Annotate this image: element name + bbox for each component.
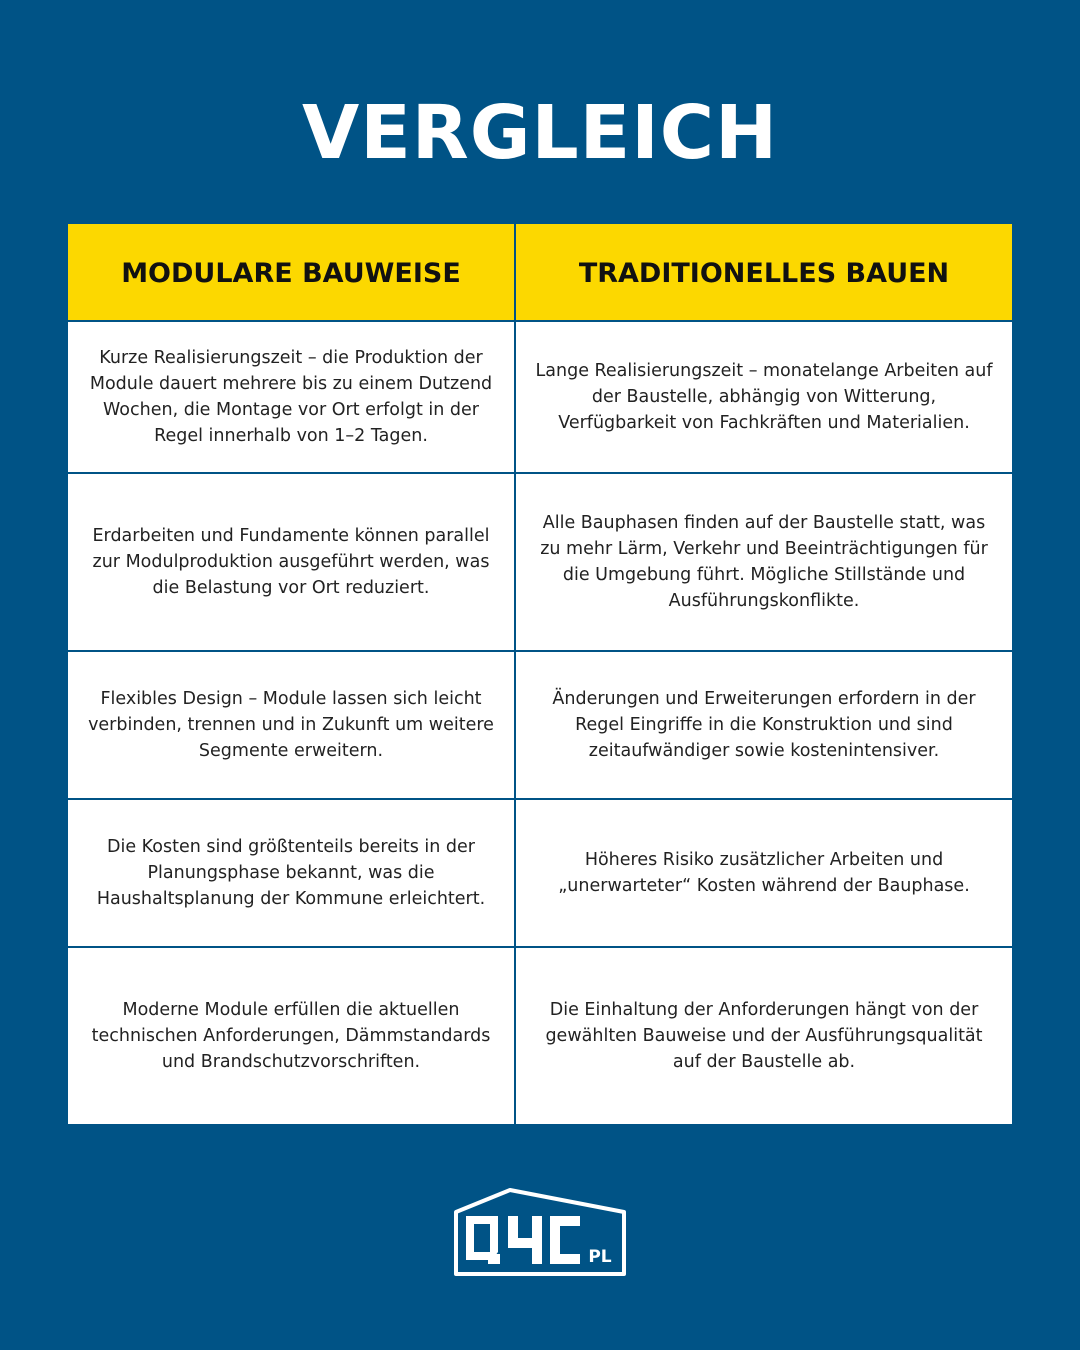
cell-traditional-4: Höheres Risiko zusätzlicher Arbeiten und „unerwarteter“ Kosten während der Bauphase. xyxy=(516,800,1012,946)
cell-traditional-5: Die Einhaltung der Anforderungen hängt von der gewählten Bauweise und der Ausführungsqualität auf der Baustelle ab. xyxy=(516,948,1012,1124)
cell-traditional-1: Lange Realisierungszeit – monatelange Arbeiten auf der Baustelle, abhängig von Witterung, Verfügbarkeit von Fachkräften und Materialien. xyxy=(516,322,1012,472)
cell-modular-1: Kurze Realisierungszeit – die Produktion der Module dauert mehrere bis zu einem Dutzend Wochen, die Montage vor Ort erfolgt in der Regel innerhalb von 1–2 Tagen. xyxy=(68,322,514,472)
logo-suffix: PL xyxy=(588,1247,612,1267)
page-title: VERGLEICH xyxy=(301,90,779,176)
q4c-logo xyxy=(452,1186,628,1278)
comparison-table xyxy=(68,224,1012,1124)
cell-traditional-2: Alle Bauphasen finden auf der Baustelle statt, was zu mehr Lärm, Verkehr und Beeinträchtigungen für die Umgebung führt. Mögliche Stillstände und Ausführungskonflikte. xyxy=(516,474,1012,650)
cell-modular-2: Erdarbeiten und Fundamente können parallel zur Modulproduktion ausgeführt werden, was die Belastung vor Ort reduziert. xyxy=(68,474,514,650)
header-traditional: TRADITIONELLES BAUEN xyxy=(516,224,1012,320)
header-modular: MODULARE BAUWEISE xyxy=(68,224,514,320)
cell-modular-5: Moderne Module erfüllen die aktuellen technischen Anforderungen, Dämmstandards und Brandschutzvorschriften. xyxy=(68,948,514,1124)
cell-modular-4: Die Kosten sind größtenteils bereits in der Planungsphase bekannt, was die Haushaltsplanung der Kommune erleichtert. xyxy=(68,800,514,946)
cell-traditional-3: Änderungen und Erweiterungen erfordern in der Regel Eingriffe in die Konstruktion und sind zeitaufwändiger sowie kostenintensiver. xyxy=(516,652,1012,798)
cell-modular-3: Flexibles Design – Module lassen sich leicht verbinden, trennen und in Zukunft um weitere Segmente erweitern. xyxy=(68,652,514,798)
